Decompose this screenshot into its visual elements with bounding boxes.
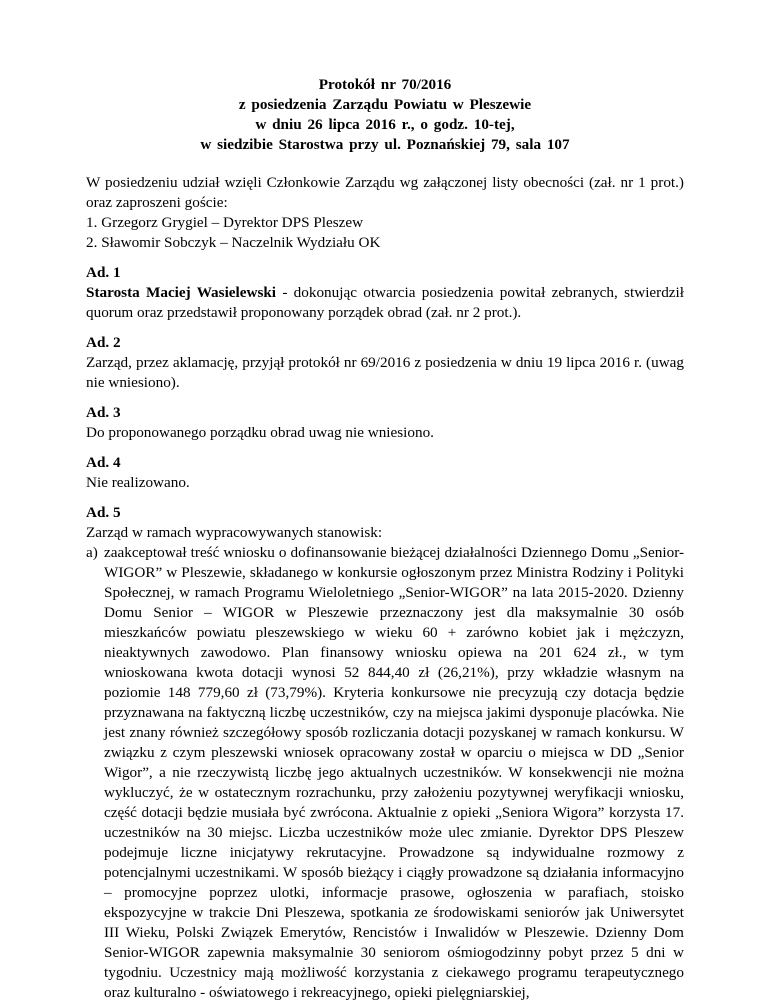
ad-1-text <box>86 283 684 323</box>
protocol-title: Protokół nr 70/2016 <box>318 76 452 93</box>
protocol-location: w siedzibie Starostwa przy ul. Poznańskiej 79, sala 107 <box>200 136 570 153</box>
ad-4-title: Ad. 4 <box>86 454 121 471</box>
protocol-subtitle: z posiedzenia Zarządu Powiatu w Pleszewie <box>238 96 532 113</box>
list-item-text: zaakceptował treść wniosku o dofinansowanie bieżącej działalności Dziennego Domu „Senior-WIGOR” w Pleszewie, składanego w konkursie ogłoszonym przez Ministra Rodziny i Polityki Społecznej, w ramach Programu Wieloletniego „Senior-WIGOR” na lata 2015-2020. Dzienny Domu Senior – WIGOR w Pleszewie przeznaczony jest dla maksymalnie 30 osób mieszkańców powiatu pleszewskiego w wieku 60 + zarówno kobiet jak i mężczyzn, nieaktywnych zawodowo. Plan finansowy wniosku opiewa na 201 624 zł., w tym wnioskowana kwota dotacji wynosi 52 844,40 zł (26,21%), przy wkładzie własnym na poziomie 148 779,60 zł (73,79%). Kryteria konkursowe nie precyzują czy dotacja będzie przyznawana na faktyczną liczbę uczestników, czy na miejsca jakimi dysponuje placówka. Nie jest znany również szczegółowy sposób rozliczania dotacji pozyskanej w ramach konkursu. W związku z czym pleszewski wniosek opracowany został w oparciu o miejsca w DD „Senior Wigor”, a nie rzeczywistą liczbę jego aktualnych uczestników. W konsekwencji nie można wykluczyć, że w ostatecznym rozrachunku, przy założeniu pozytywnej weryfikacji wniosku, część dotacji będzie musiała być zwrócona. Aktualnie z opieki „Seniora Wigora” korzysta 17. uczestników na 30 miejsc. Liczba uczestników może ulec zmianie. Dyrektor DPS Pleszew podejmuje liczne inicjatywy rekrutacyjne. Prowadzone są indywidualne rozmowy z potencjalnymi uczestnikami. W sposób bieżący i ciągły prowadzone są działania informacyjno – promocyjne poprzez ulotki, informacje prasowe, ogłoszenia w parafiach, stoisko ekspozycyjne w trakcie Dni Pleszewa, spotkania ze środowiskami seniorów jak Uniwersytet III Wieku, Polski Związek Emerytów, Rencistów i Inwalidów w Pleszewie. Dzienny Dom Senior-WIGOR zapewnia maksymalnie 30 seniorom ośmiogodzinny pobyt przez 5 dni w tygodniu. Uczestnicy mają możliwość korzystania z ciekawego programu terapeutycznego oraz kulturalno - oświatowego i rekreacyjnego, opieki pielęgniarskiej, <box>104 544 684 1001</box>
ad-3-title: Ad. 3 <box>86 404 121 421</box>
attendance-text: W posiedzeniu udział wzięli Członkowie Zarządu wg załączonej listy obecności (zał. nr 1 prot.) oraz zaproszeni goście: <box>86 174 684 211</box>
ad-4-section <box>86 453 684 493</box>
list-item <box>86 543 684 1003</box>
speaker-name: Starosta Maciej Wasielewski <box>86 284 277 301</box>
guest-list <box>86 213 684 253</box>
ad-2-text: Zarząd, przez aklamację, przyjął protokół nr 69/2016 z posiedzenia w dniu 19 lipca 2016 r. (uwag nie wniesiono). <box>86 354 684 391</box>
guest-item: 2. Sławomir Sobczyk – Naczelnik Wydziału OK <box>86 234 381 251</box>
protocol-date: w dniu 26 lipca 2016 r., o godz. 10-tej, <box>255 116 515 133</box>
ad-2-title: Ad. 2 <box>86 334 121 351</box>
guest-item: 1. Grzegorz Grygiel – Dyrektor DPS Pleszew <box>86 214 364 231</box>
ad-3-text: Do proponowanego porządku obrad uwag nie wniesiono. <box>86 424 434 441</box>
protocol-header <box>86 75 684 155</box>
ad-1-title: Ad. 1 <box>86 264 121 281</box>
ad-4-text: Nie realizowano. <box>86 474 190 491</box>
attendance-section <box>86 173 684 253</box>
ad-5-section <box>86 503 684 1003</box>
ad-5-title: Ad. 5 <box>86 504 121 521</box>
ad-1-section <box>86 263 684 323</box>
ad-1-body: - dokonując otwarcia posiedzenia powitał zebranych, stwierdził quorum oraz przedstawił proponowany porządek obrad (zał. nr 2 prot.). <box>86 284 684 321</box>
ad-5-intro: Zarząd w ramach wypracowywanych stanowisk: <box>86 524 383 541</box>
ad-3-section <box>86 403 684 443</box>
ad-2-section <box>86 333 684 393</box>
list-marker: a) <box>86 544 98 561</box>
